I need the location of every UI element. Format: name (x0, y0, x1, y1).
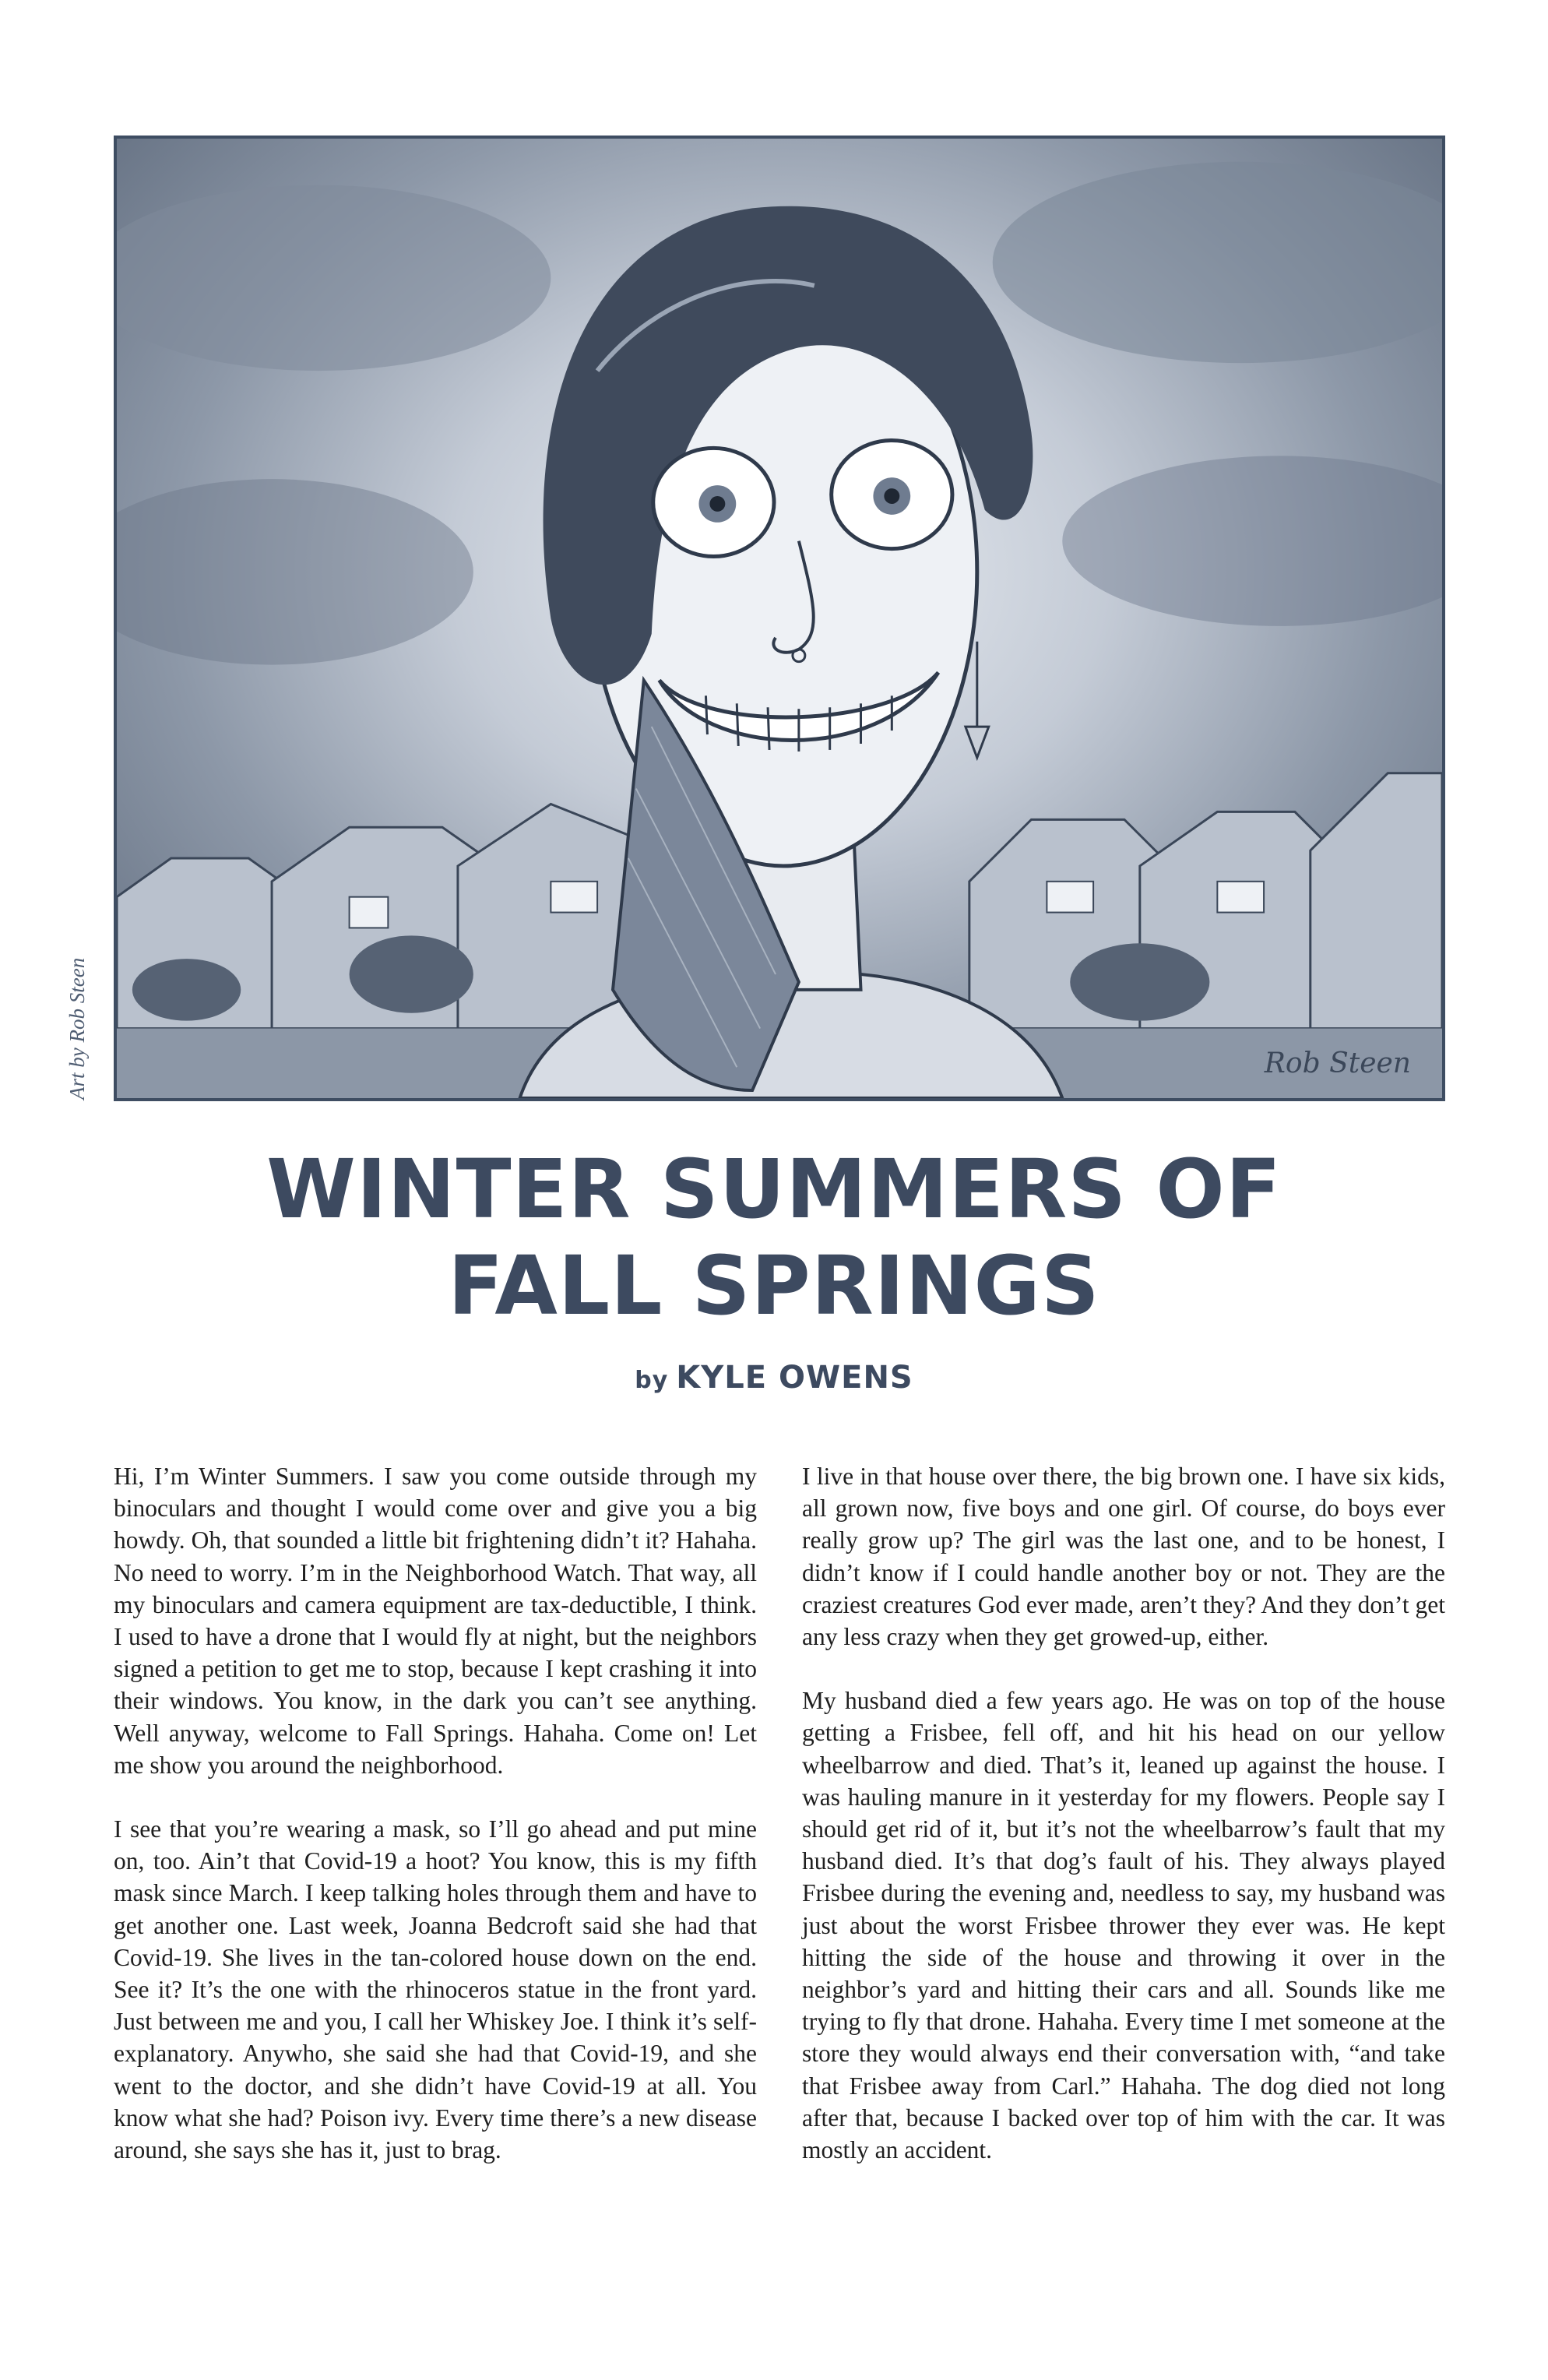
right-column (802, 1460, 1445, 2198)
paragraph: My husband died a few years ago. He was on top of the house getting a Frisbee, fell off, and hit his head on our yellow wheelbarrow and died. That’s it, leaned up against the house. I was hauling manure in it yesterday for my flowers. People say I should get rid of it, but it’s not the wheelbarrow’s fault that my husband died. It’s that dog’s fault of his. They always played Frisbee during the evening and, needless to say, my husband was just about the worst Frisbee thrower they ever was. He kept hitting the side of the house and throwing it over in the neighbor’s yard and hitting their cars and all. Sounds like me trying to fly that drone. Hahaha. Every time I met someone at the store they would always end their conversation with, “and take that Frisbee away from Carl.” Hahaha. The dog died not long after that, because I backed over top of him with the car. It was mostly an accident. (802, 1687, 1445, 2164)
illustration-drawing (117, 139, 1442, 1098)
article-title (0, 1141, 1548, 1334)
left-column (114, 1460, 757, 2198)
artist-signature: Rob Steen (1264, 1047, 1411, 1079)
paragraph: Hi, I’m Winter Summers. I saw you come outside through my binoculars and thought I would come over and give you a big howdy. Oh, that sounded a little bit frightening didn’t it? Hahaha. No need to worry. I’m in the Neighborhood Watch. That way, all my binoculars and camera equipment are tax-deductible, I think. I used to have a drone that I would fly at night, but the neighbors signed a petition to get me to stop, because I kept crashing it into their windows. You know, in the dark you can’t see anything. Well anyway, welcome to Fall Springs. Hahaha. Come on! Let me show you around the neighborhood. (114, 1463, 757, 1779)
title-line-2: FALL SPRINGS (448, 1238, 1100, 1333)
byline (0, 1360, 1548, 1396)
paragraph: I see that you’re wearing a mask, so I’ll go ahead and put mine on, too. Ain’t that Covid-19 a hoot? You know, this is my fifth mask since March. I keep talking holes through them and have to get another one. Last week, Joanna Bedcroft said she had that Covid-19. She lives in the tan-colored house down on the end. See it? It’s the one with the rhinoceros statue in the front yard. Just between me and you, I call her Whiskey Joe. I think it’s self-explanatory. Anywho, she said she had that Covid-19, and she went to the doctor, and she didn’t have Covid-19 at all. You know what she had? Poison ivy. Every time there’s a new disease around, she says she has it, just to brag. (114, 1815, 757, 2164)
title-line-1: WINTER SUMMERS OF (266, 1142, 1282, 1237)
byline-prefix: by (635, 1367, 669, 1394)
author-name: KYLE OWENS (676, 1360, 913, 1396)
paragraph: I live in that house over there, the big brown one. I have six kids, all grown now, five boys and one girl. Of course, do boys ever really grow up? The girl was the last one, and to be honest, I didn’t know if I could handle another boy or not. They are the craziest creatures God ever made, aren’t they? And they don’t get any less crazy when they get growed-up, either. (802, 1463, 1445, 1651)
illustration (114, 136, 1445, 1101)
art-credit: Art by Rob Steen (65, 957, 89, 1100)
